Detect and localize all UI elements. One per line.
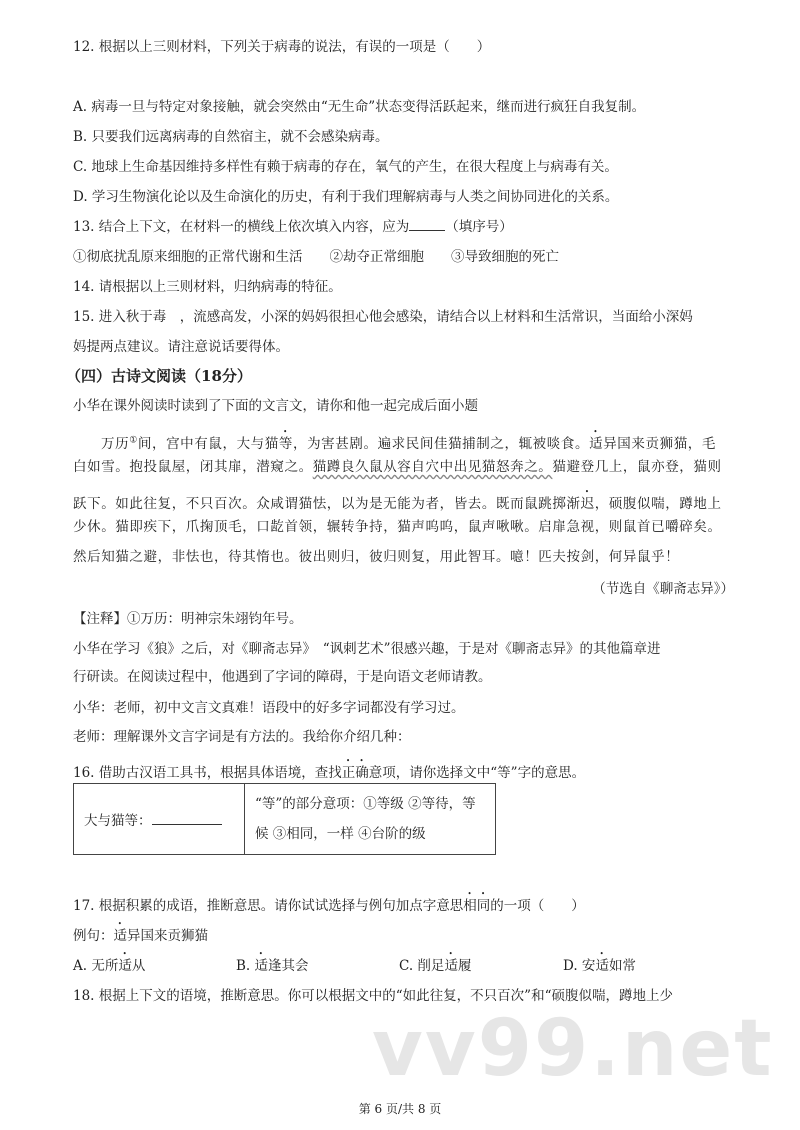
text: 意项，请你选择文中“等”字的意思。 bbox=[368, 765, 586, 781]
answer-blank bbox=[152, 812, 222, 825]
q16-table bbox=[73, 783, 496, 855]
dotted-char: 适 bbox=[444, 958, 458, 974]
text: 17. 根据积累的成语，推断意思。请你试试选择与例句加点字意思 bbox=[73, 898, 464, 914]
passage-line-5: 然后知猫之避，非怯也，待其惰也。彼出则归，彼归则复，用此智耳。噫！匹夫按剑，何异鼠乎！ bbox=[73, 549, 680, 565]
text: 白如雪。抱投鼠屋，闭其扉，潜窥之。 bbox=[73, 459, 313, 475]
text: C. 削足 bbox=[399, 958, 445, 974]
dotted-char: 适 bbox=[113, 928, 127, 944]
text: 跃下。如此往复，不只百次。众咸谓猫怯，以为是无能为者，皆去。既而鼠跳掷渐 bbox=[73, 496, 581, 512]
q16-stem bbox=[73, 757, 585, 782]
q13-choices: ①彻底扰乱原来细胞的正常代谢和生活 ②劫夺正常细胞 ③导致细胞的死亡 bbox=[73, 249, 559, 265]
q12-option-a: A. 病毒一旦与特定对象接触，就会突然由“无生命”状态变得活跃起来，继而进行疯狂自我复制。 bbox=[73, 99, 646, 115]
wavy-underlined-sentence: 猫蹲良久鼠从容自穴中出见猫怒奔之。 bbox=[312, 459, 553, 475]
q17-example bbox=[73, 920, 208, 945]
paragraph-line-1: 小华在学习《狼》之后，对《聊斋志异》 “讽刺艺术”很感兴趣，于是对《聊斋志异》的其他篇章进 bbox=[73, 641, 661, 657]
text: 异国来贡狮猫 bbox=[127, 928, 208, 944]
dotted-char: 迟 bbox=[580, 496, 595, 512]
q14-stem: 14. 请根据以上三则材料，归纳病毒的特征。 bbox=[73, 279, 342, 295]
table-cell-left bbox=[74, 784, 245, 855]
q12-option-b: B. 只要我们远离病毒的自然宿主，就不会感染病毒。 bbox=[73, 129, 389, 145]
q13-stem-suffix: （填序号） bbox=[445, 219, 513, 235]
cell-line: “等”的部分意项：①等级 ②等待，等 bbox=[255, 796, 476, 812]
text: 履 bbox=[457, 958, 472, 974]
dialog-student: 小华：老师，初中文言文真难！语段中的好多字词都没有学习过。 bbox=[73, 700, 465, 716]
passage-line-4: 少休。猫即疾下，爪掬顶毛，口龁首领，辗转争持，猫声呜呜，鼠声啾啾。启扉急视，则鼠首已嚼碎矣。 bbox=[73, 519, 722, 535]
watermark: vv99.net bbox=[372, 1004, 774, 1094]
q12-option-c: C. 地球上生命基因维持多样性有赖于病毒的存在，氧气的产生，在很大程度上与病毒有关。 bbox=[73, 159, 618, 175]
text: 逢其会 bbox=[268, 958, 309, 974]
text: 从 bbox=[131, 958, 146, 974]
dotted-char: 等 bbox=[278, 436, 293, 452]
q17-option-c bbox=[399, 950, 471, 975]
q18-stem: 18. 根据上下文的语境，推断意思。你可以根据文中的“如此往复，不只百次”和“硕腹似喘，蹲地上少 bbox=[73, 988, 673, 1004]
q12-option-d: D. 学习生物演化论以及生命演化的历史，有利于我们理解病毒与人类之间协同进化的关系。 bbox=[73, 189, 619, 205]
dotted-char: 适 bbox=[589, 436, 604, 452]
passage-source: （节选自《聊斋志异》） bbox=[592, 581, 734, 597]
page-footer: 第 6 页/共 8 页 bbox=[358, 1102, 442, 1116]
text: 的一项（ ） bbox=[490, 898, 585, 914]
q17-option-d bbox=[563, 950, 636, 975]
q12-stem: 12. 根据以上三则材料，下列关于病毒的说法，有误的一项是（ ） bbox=[73, 39, 491, 55]
section-heading: （四）古诗文阅读（18分） bbox=[66, 367, 252, 385]
dotted-char: 适 bbox=[595, 958, 609, 974]
q13-stem bbox=[73, 218, 513, 236]
text: A. 无所 bbox=[73, 958, 119, 974]
q17-options bbox=[73, 950, 733, 974]
intro-text: 小华在课外阅读时读到了下面的文言文，请你和他一起完成后面小题 bbox=[73, 398, 478, 414]
text: 例句： bbox=[73, 928, 114, 944]
text: 16. 借助古汉语工具书，根据具体语境，查找 bbox=[73, 765, 342, 781]
text: 万历 bbox=[101, 436, 130, 452]
text: ，硕腹似喘，蹲地上 bbox=[594, 496, 722, 512]
dotted-chars: 正确 bbox=[341, 765, 369, 781]
text: 如常 bbox=[608, 958, 636, 974]
annotation-note: 【注释】①万历：明神宗朱翊钧年号。 bbox=[73, 611, 303, 627]
text: 间，宫中有鼠，大与猫 bbox=[137, 436, 279, 452]
q17-option-a bbox=[73, 950, 145, 975]
paragraph-line-2: 行研读。在阅读过程中，他遇到了字词的障碍，于是向语文老师请教。 bbox=[73, 669, 492, 685]
table-cell-right bbox=[245, 784, 496, 855]
q17-stem bbox=[73, 890, 585, 915]
q15-stem-line1: 15. 进入秋于毒 ，流感高发，小深的妈妈很担心他会感染，请结合以上材料和生活常识，当面给小深妈 bbox=[73, 309, 693, 325]
q17-option-b bbox=[236, 950, 309, 975]
cell-label: 大与猫等： bbox=[84, 813, 152, 829]
dotted-char: 适 bbox=[254, 958, 269, 974]
text: D. 安 bbox=[563, 958, 596, 974]
answer-blank bbox=[409, 218, 445, 231]
dotted-chars: 相同 bbox=[463, 898, 491, 914]
q15-stem-line2: 妈提两点建议。请注意说话要得体。 bbox=[73, 339, 289, 355]
text: B. bbox=[236, 958, 255, 974]
text: ，为害甚剧。遍求民间佳猫捕制之，辄被啖食。 bbox=[292, 436, 590, 452]
passage-line-3 bbox=[73, 488, 722, 513]
text: 异国来贡狮猫，毛 bbox=[603, 436, 717, 452]
dialog-teacher: 老师：理解课外文言字词是有方法的。我给你介绍几种： bbox=[73, 729, 411, 745]
text: 猫避登几上，鼠亦登，猫则 bbox=[552, 459, 722, 475]
passage-line-1 bbox=[101, 428, 716, 453]
passage-line-2 bbox=[73, 458, 722, 476]
dotted-char: 适 bbox=[118, 958, 132, 974]
footnote-mark: ① bbox=[129, 435, 138, 446]
q13-stem-text: 13. 结合上下文，在材料一的横线上依次填入内容，应为 bbox=[73, 219, 410, 235]
cell-line: 候 ③相同，一样 ④台阶的级 bbox=[255, 826, 426, 842]
